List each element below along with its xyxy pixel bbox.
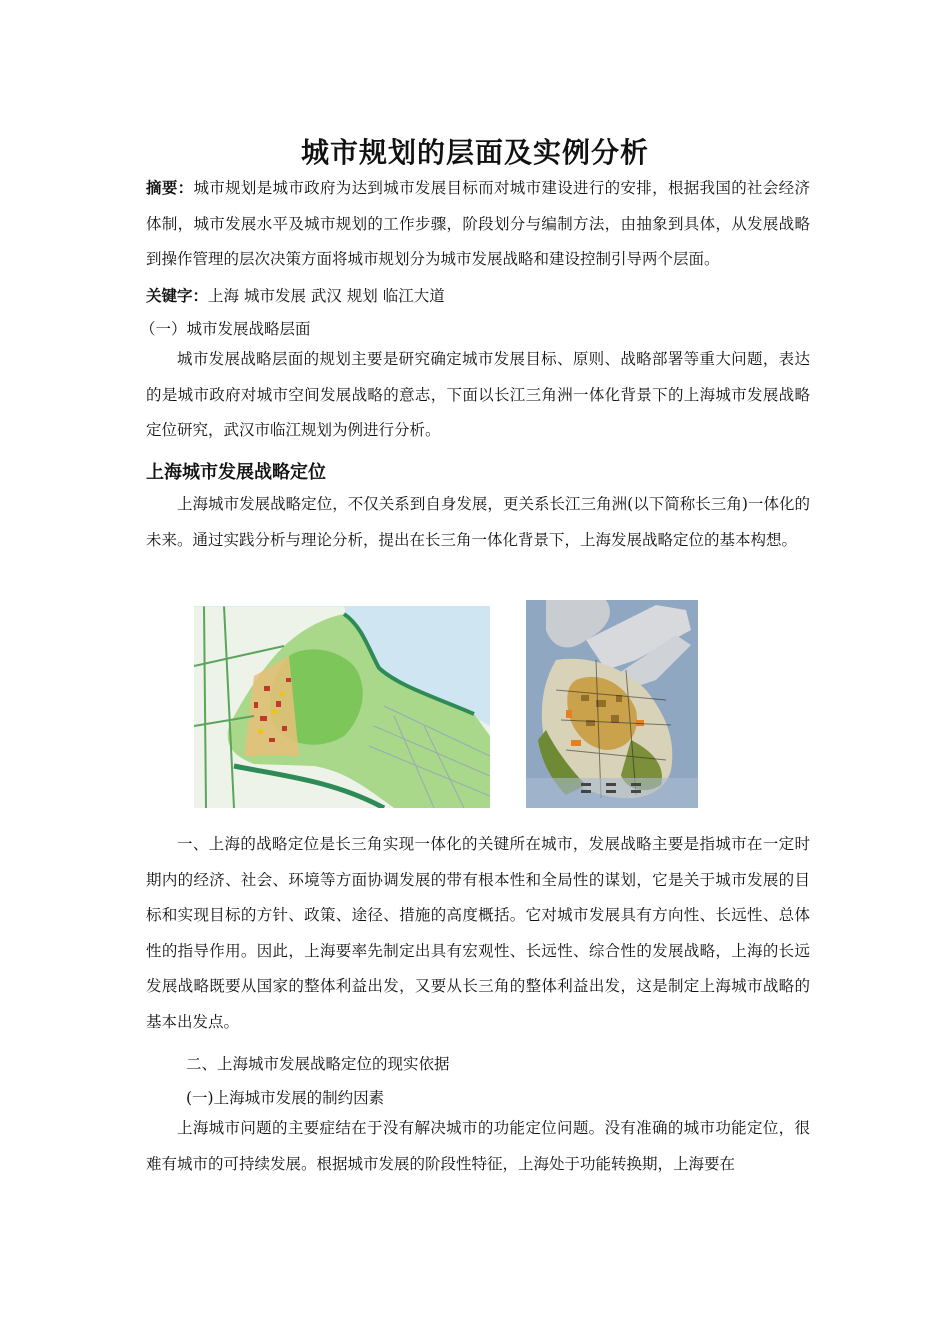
keywords-label: 关键字： bbox=[146, 286, 209, 305]
heading-two-sub: (一)上海城市发展的制约因素 bbox=[186, 1089, 385, 1107]
map-shanghai-landuse-icon bbox=[526, 600, 698, 808]
planning-map-left bbox=[194, 606, 490, 808]
section1-paragraph: 城市发展战略层面的规划主要是研究确定城市发展目标、原则、战略部署等重大问题，表达的是城市政府对城市空间发展战略的意志，下面以长江三角洲一体化背景下的上海城市发展战略定位研究，武汉市临江规划为例进行分析。 bbox=[146, 350, 810, 439]
para-one: 一、上海的战略定位是长三角实现一体化的关键所在城市，发展战略主要是指城市在一定时期内的经济、社会、环境等方面协调发展的带有根本性和全局性的谋划，它是关于城市发展的目标和实现目标的方针、政策、途径、措施的高度概括。它对城市发展具有方向性、长远性、总体性的指导作用。因此，上海要率先制定出具有宏观性、长远性、综合性的发展战略，上海的长远发展战略既要从国家的整体利益出发，又要从长三角的整体利益出发，这是制定上海城市战略的基本出发点。 bbox=[146, 835, 810, 1031]
map-green-plan-icon bbox=[194, 606, 490, 808]
abstract-text: 城市规划是城市政府为达到城市发展目标而对城市建设进行的安排，根据我国的社会经济体制，城市发展水平及城市规划的工作步骤，阶段划分与编制方法，由抽象到具体，从发展战略到操作管理的层次决策方面将城市规划分为城市发展战略和建设控制引导两个层面。 bbox=[146, 179, 810, 268]
keywords-text: 上海 城市发展 武汉 规划 临江大道 bbox=[208, 287, 445, 305]
section1-heading: （一）城市发展战略层面 bbox=[140, 320, 311, 338]
heading-two: 二、上海城市发展战略定位的现实依据 bbox=[186, 1055, 450, 1073]
document-title: 城市规划的层面及实例分析 bbox=[300, 136, 649, 169]
para-two: 上海城市问题的主要症结在于没有解决城市的功能定位问题。没有准确的城市功能定位，很难有城市的可持续发展。根据城市发展的阶段性特征，上海处于功能转换期，上海要在 bbox=[146, 1119, 810, 1173]
keywords-line bbox=[146, 284, 445, 306]
abstract-label: 摘要： bbox=[146, 178, 194, 197]
abstract-paragraph bbox=[146, 170, 810, 278]
subheading: 上海城市发展战略定位 bbox=[146, 462, 326, 483]
intro-paragraph: 上海城市发展战略定位，不仅关系到自身发展，更关系长江三角洲(以下简称长三角)一体化的未来。通过实践分析与理论分析，提出在长三角一体化背景下，上海发展战略定位的基本构想。 bbox=[146, 495, 810, 549]
planning-map-right bbox=[526, 600, 698, 808]
